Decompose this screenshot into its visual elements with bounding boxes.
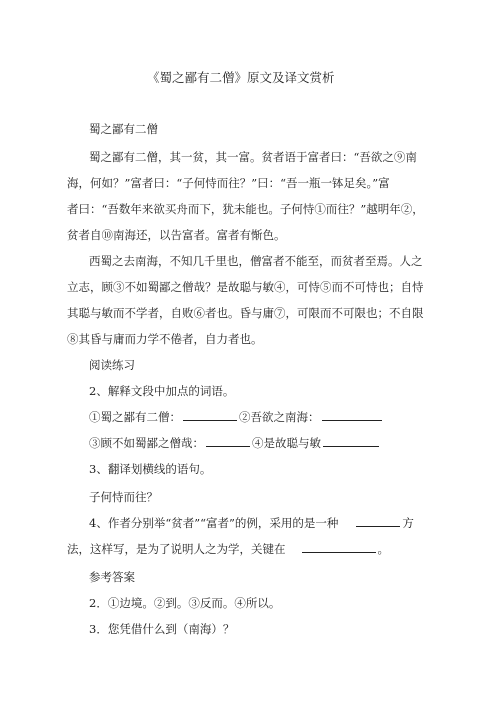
document-title: 《蜀之鄙有二僧》原文及译文赏析	[147, 70, 335, 85]
answer-blank[interactable]	[183, 409, 237, 421]
question-2-items-row2	[89, 435, 381, 451]
question-4-text: 4、作者分别举“贫者”“富者”的例，采用的是一种	[89, 516, 339, 530]
question-4-line2	[67, 541, 389, 557]
question-2: 2、解释文段中加点的词语。	[89, 384, 235, 398]
answer-blank[interactable]	[323, 435, 379, 447]
question-2-item-3: ③顾不如蜀鄙之僧哉：	[89, 436, 204, 450]
question-3-sentence: 子何恃而往？	[89, 490, 158, 504]
question-4-line1	[89, 515, 414, 531]
question-2-item-2: ②吾欲之南海：	[239, 410, 320, 424]
exercise-heading: 阅读练习	[89, 358, 135, 372]
question-2-item-4: ④是故聪与敏	[252, 436, 321, 450]
commentary-line: 立志，顾③不如蜀鄙之僧哉？是故聪与敏④，可恃⑤而不可恃也；自恃	[67, 280, 424, 294]
answers-heading: 参考答案	[89, 570, 135, 584]
original-text-line: 者曰：“吾数年来欲买舟而下，犹未能也。子何恃①而往？”越明年②，	[67, 202, 424, 216]
answer-blank[interactable]	[322, 409, 382, 421]
question-2-item-1: ①蜀之鄙有二僧：	[89, 410, 181, 424]
answer-3: 3．您凭借什么到（南海）？	[89, 622, 235, 636]
answer-blank[interactable]	[206, 435, 250, 447]
answer-blank[interactable]	[356, 515, 400, 527]
answer-2: 2．①边境。②到。③反而。④所以。	[89, 596, 281, 610]
question-4-text-end: 。	[377, 542, 389, 556]
original-text-line: 贫者自⑩南海还，以告富者。富者有惭色。	[67, 228, 286, 242]
original-text-line: 蜀之鄙有二僧，其一贫，其一富。贫者语于富者曰：“吾欲之⑨南	[89, 150, 417, 164]
commentary-line: 西蜀之去南海，不知几千里也，僧富者不能至，而贫者至焉。人之	[89, 254, 423, 268]
commentary-line: 其聪与敏而不学者，自败⑥者也。昏与庸⑦，可限而不可限也；不自限	[67, 306, 424, 320]
question-2-items-row1	[89, 409, 384, 425]
original-text-line: 海，何如？”富者曰：“子何恃而往？”曰：“吾一瓶一钵足矣。”富	[67, 176, 390, 190]
section-heading: 蜀之鄙有二僧	[89, 122, 158, 136]
answer-blank[interactable]	[302, 541, 376, 553]
commentary-line: ⑧其昏与庸而力学不倦者，自力者也。	[67, 332, 263, 346]
question-4-text: 法，这样写，是为了说明人之为学，关键在	[67, 542, 286, 556]
question-4-text-end: 方	[402, 516, 414, 530]
question-3: 3、翻译划横线的语句。	[89, 462, 212, 476]
